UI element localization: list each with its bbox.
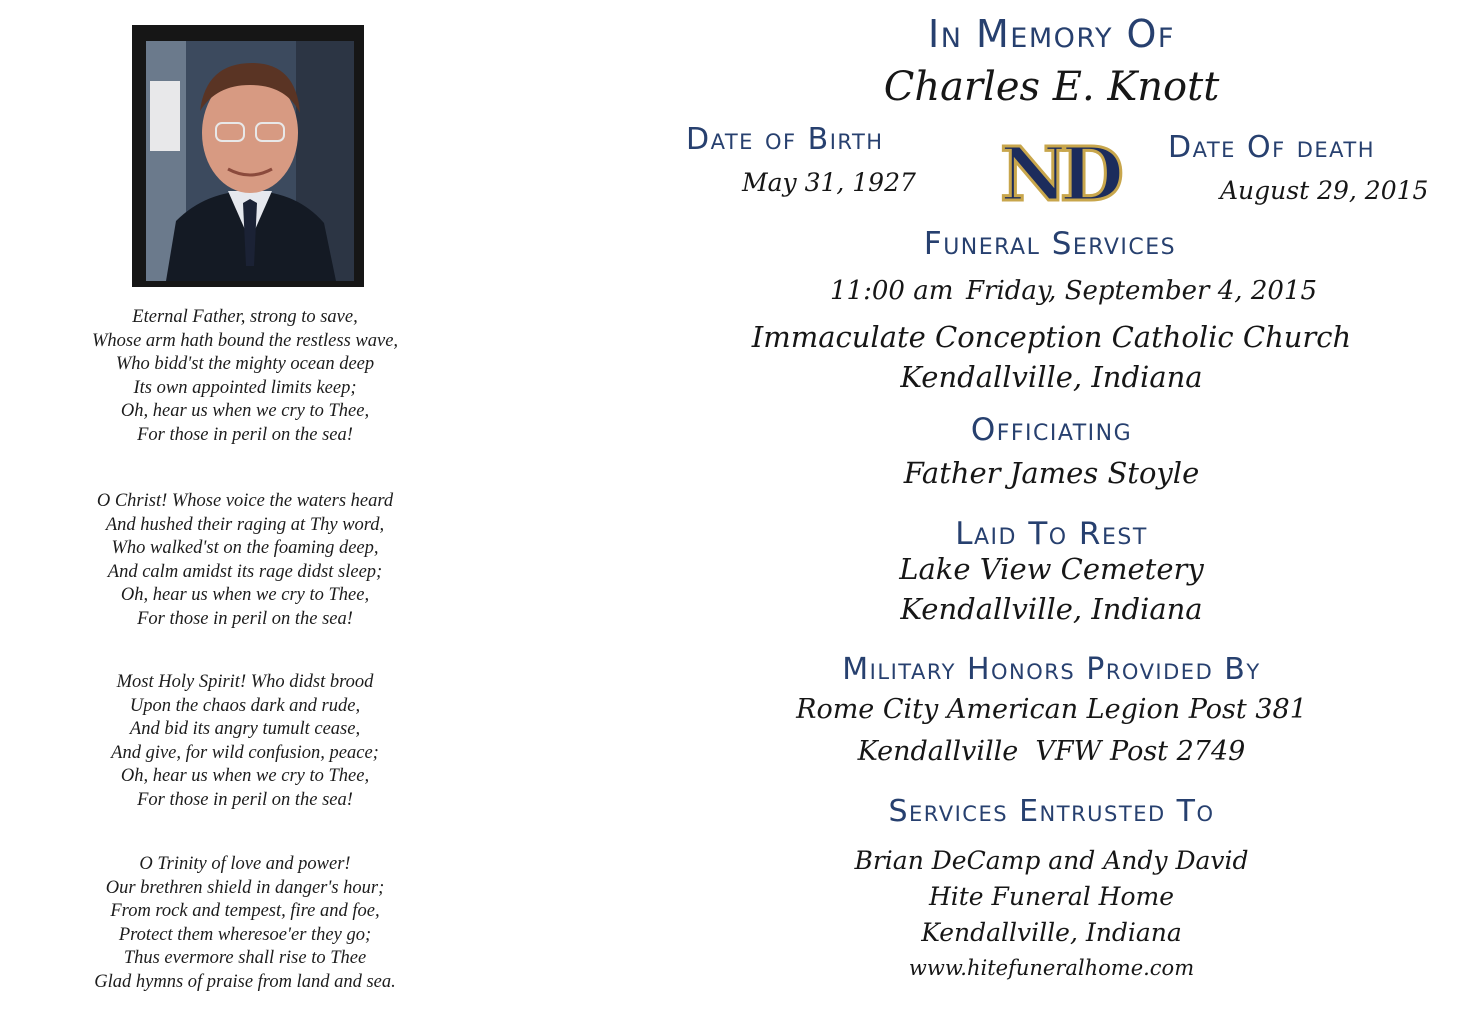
officiating-label: Officiating (970, 412, 1133, 448)
poem-line: Protect them wheresoe'er they go; (118, 924, 372, 945)
cemetery-city: Kendallville, Indiana (900, 592, 1203, 626)
funeral-home-city: Kendallville, Indiana (921, 918, 1182, 947)
church-city: Kendallville, Indiana (900, 360, 1203, 394)
cemetery-name: Lake View Cemetery (899, 552, 1204, 586)
poem-line: Who bidd'st the mighty ocean deep (115, 354, 375, 374)
military-honors-label: Military Honors Provided By (842, 652, 1261, 687)
logo-text: ND (1000, 132, 1116, 214)
birth-label: Date of Birth (686, 122, 884, 157)
poem-line: O Christ! Whose voice the waters heard (96, 491, 394, 511)
poem-line: Whose arm hath bound the restless wave, (91, 330, 399, 351)
funeral-services-label: Funeral Services (923, 226, 1177, 262)
poem-stanza-4 (30, 853, 460, 994)
poem-line: Who walked'st on the foaming deep, (111, 538, 379, 558)
poem-stanza-1 (30, 306, 460, 447)
poem-line: For those in peril on the sea! (137, 608, 353, 629)
poem-line: From rock and tempest, fire and foe, (110, 901, 380, 921)
funeral-time: 11:00 am (830, 276, 954, 306)
poem-line: Most Holy Spirit! Who didst brood (116, 672, 374, 692)
services-entrusted-label: Services Entrusted To (888, 794, 1215, 829)
memorial-title: In Memory Of (928, 12, 1175, 56)
funeral-home-name: Hite Funeral Home (928, 882, 1175, 911)
poem-stanza-3 (30, 671, 460, 812)
poem-stanza-2 (30, 490, 460, 631)
laid-to-rest-label: Laid To Rest (955, 516, 1148, 552)
poem-line: Upon the chaos dark and rude, (129, 695, 361, 716)
poem-line: And hushed their raging at Thy word, (105, 514, 385, 535)
poem-line: Oh, hear us when we cry to Thee, (120, 401, 370, 421)
portrait-image (146, 41, 354, 281)
birth-date: May 31, 1927 (742, 168, 916, 197)
poem-line: Thus evermore shall rise to Thee (123, 948, 367, 968)
funeral-directors: Brian DeCamp and Andy David (854, 846, 1249, 875)
military-honor-1: Rome City American Legion Post 381 (796, 694, 1307, 725)
left-panel (0, 0, 500, 1014)
right-panel (640, 0, 1463, 1014)
death-label: Date Of death (1168, 130, 1375, 165)
deceased-name: Charles E. Knott (883, 64, 1220, 110)
church-name: Immaculate Conception Catholic Church (751, 320, 1352, 354)
poem-line: For those in peril on the sea! (137, 424, 353, 445)
poem-line: Our brethren shield in danger's hour; (105, 877, 385, 898)
poem-line: For those in peril on the sea! (137, 789, 353, 810)
poem-line: O Trinity of love and power! (139, 854, 351, 874)
notre-dame-logo-icon (992, 130, 1124, 214)
poem-line: Oh, hear us when we cry to Thee, (120, 766, 370, 786)
poem-line: Its own appointed limits keep; (133, 377, 357, 398)
poem-line: Oh, hear us when we cry to Thee, (120, 585, 370, 605)
funeral-home-website[interactable]: www.hitefuneralhome.com (908, 956, 1195, 980)
officiant-name: Father James Stoyle (903, 456, 1200, 490)
portrait-photo (132, 25, 364, 287)
poem-line: Eternal Father, strong to save, (132, 307, 358, 327)
death-date: August 29, 2015 (1220, 176, 1429, 205)
poem-line: Glad hymns of praise from land and sea. (94, 971, 396, 992)
poem-line: And calm amidst its rage didst sleep; (107, 561, 383, 582)
funeral-date: Friday, September 4, 2015 (966, 276, 1317, 306)
military-honor-2: Kendallville VFW Post 2749 (857, 736, 1246, 767)
poem-line: And give, for wild confusion, peace; (111, 742, 379, 763)
poem-line: And bid its angry tumult cease, (129, 719, 361, 739)
